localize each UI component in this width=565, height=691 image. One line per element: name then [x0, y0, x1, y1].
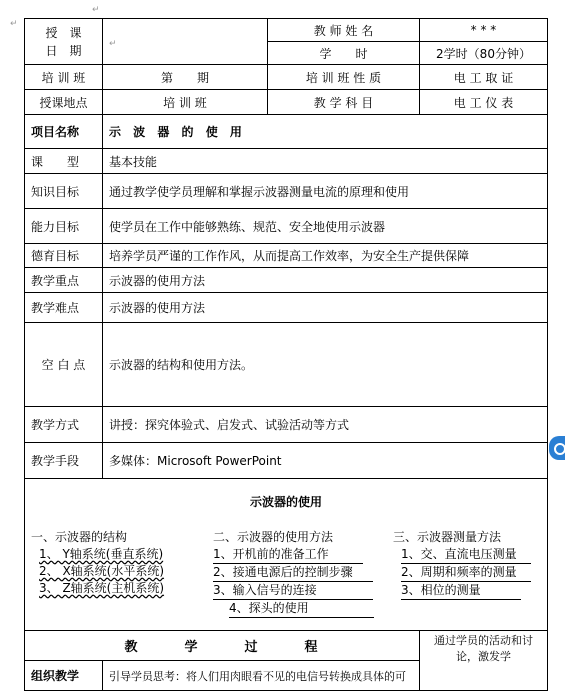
structure-item: 1、 Y轴系统(垂直系统): [39, 547, 164, 561]
usage-item: 3、输入信号的连接: [213, 582, 374, 600]
label-blank: 空 白 点: [25, 323, 103, 407]
label-knowledge: 知识目标: [25, 174, 103, 209]
value-key: 示波器的使用方法: [103, 268, 548, 293]
label-class: 培 训 班: [25, 65, 103, 90]
value-knowledge: 通过教学使学员理解和掌握示波器测量电流的原理和使用: [103, 174, 548, 209]
label-difficult: 教学难点: [25, 293, 103, 323]
structure-item: 2、 X轴系统(水平系统): [39, 564, 165, 578]
label-means: 教学手段: [25, 443, 103, 479]
process-side-note: 通过学员的活动和讨论，激发学: [420, 631, 548, 691]
summary-col-structure: [31, 529, 164, 597]
side-floating-icon[interactable]: [549, 436, 565, 460]
value-hours: 2学时（80分钟）: [420, 42, 548, 65]
label-ability: 能力目标: [25, 209, 103, 244]
process-header: 教 学 过 程: [25, 631, 420, 661]
usage-item: 1、开机前的准备工作: [213, 546, 374, 564]
value-project: 示 波 器 的 使 用: [103, 115, 548, 149]
usage-heading: 二、示波器的使用方法: [213, 530, 334, 544]
label-project: 项目名称: [25, 115, 103, 149]
value-class-type: 电 工 取 证: [420, 65, 548, 90]
process-row-text: 引导学员思考：将人们用肉眼看不见的电信号转换成具体的可: [103, 661, 420, 691]
usage-item: 2、接通电源后的控制步骤: [213, 564, 374, 582]
value-class: 第 期: [103, 65, 268, 90]
summary-col-usage: [213, 529, 374, 618]
value-type: 基本技能: [103, 149, 548, 174]
label-class-type: 培 训 班 性 质: [268, 65, 420, 90]
label-subject: 教 学 科 目: [268, 90, 420, 115]
value-difficult: 示波器的使用方法: [103, 293, 548, 323]
lesson-plan-table: [24, 18, 548, 691]
arrow-mark: ↵: [10, 19, 18, 29]
label-moral: 德育目标: [25, 244, 103, 268]
value-subject: 电 工 仪 表: [420, 90, 548, 115]
value-moral: 培养学员严谨的工作作风，从而提高工作效率，为安全生产提供保障: [103, 244, 548, 268]
measure-item: 2、周期和频率的测量: [393, 564, 531, 582]
label-hours: 学 时: [268, 42, 420, 65]
measure-item: 1、交、直流电压测量: [393, 546, 531, 564]
structure-heading: 一、示波器的结构: [31, 530, 128, 544]
label-type: 课 型: [25, 149, 103, 174]
label-key: 教学重点: [25, 268, 103, 293]
value-means: 多媒体：Microsoft PowerPoint: [103, 443, 548, 479]
value-location: 培 训 班: [103, 90, 268, 115]
summary-col-measure: [393, 529, 531, 600]
measure-heading: 三、示波器测量方法: [393, 530, 502, 544]
value-method: 讲授：探究体验式、启发式、试验活动等方式: [103, 407, 548, 443]
measure-item: 3、相位的测量: [393, 582, 531, 600]
label-method: 教学方式: [25, 407, 103, 443]
arrow-mark: ↵: [92, 5, 100, 15]
label-location: 授课地点: [25, 90, 103, 115]
value-blank: 示波器的结构和使用方法。: [103, 323, 548, 407]
process-row-label: 组织教学: [25, 661, 103, 691]
usage-item: 4、探头的使用: [213, 600, 374, 618]
summary-section: [25, 479, 548, 631]
value-class-date: ↵: [103, 19, 268, 65]
label-class-date: 授 课 日 期: [25, 19, 103, 65]
structure-item: 3、 Z轴系统(主机系统): [39, 581, 165, 595]
value-ability: 使学员在工作中能够熟练、规范、安全地使用示波器: [103, 209, 548, 244]
label-teacher: 教 师 姓 名: [268, 19, 420, 42]
value-teacher: * * *: [420, 19, 548, 42]
summary-title: 示波器的使用: [249, 495, 322, 509]
